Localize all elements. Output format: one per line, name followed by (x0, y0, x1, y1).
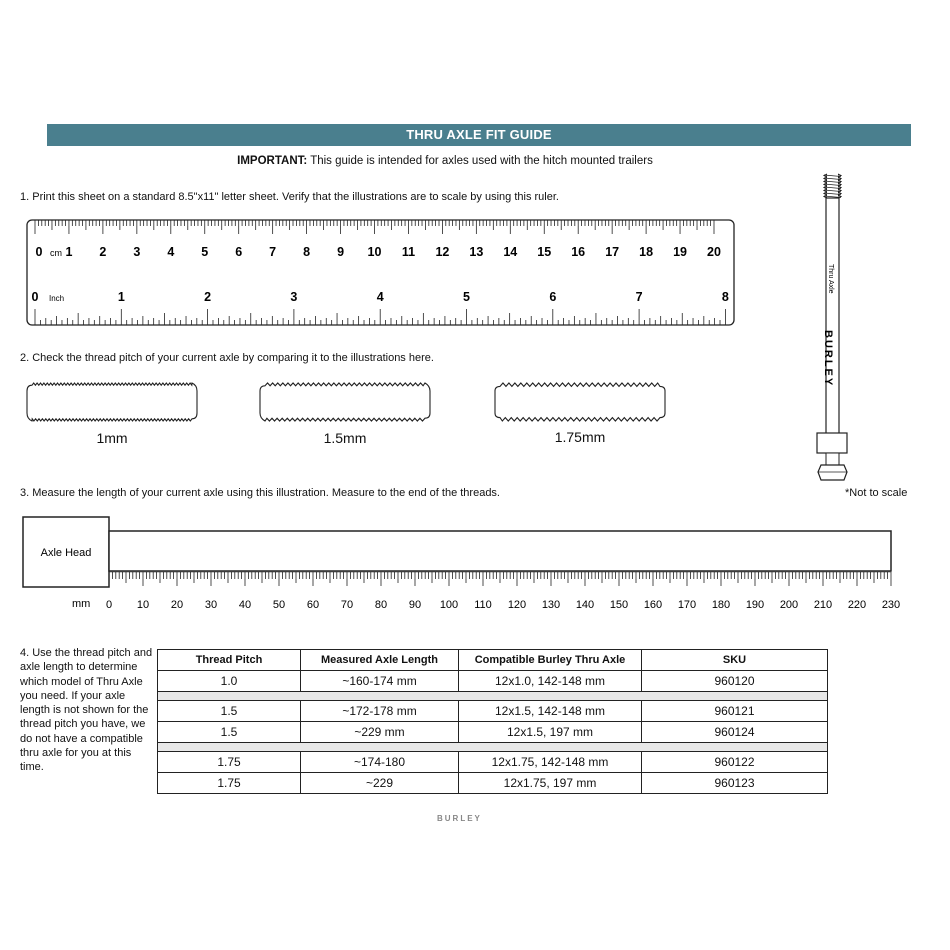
header-compatible-axle: Compatible Burley Thru Axle (459, 650, 642, 671)
length-gauge (20, 514, 900, 614)
cell-axle: 12x1.0, 142-148 mm (459, 671, 642, 692)
cell-length: ~229 (301, 773, 459, 794)
ruler-cm-labels (36, 245, 721, 259)
mm-scale-label: 110 (474, 599, 492, 611)
mm-scale-label: 170 (677, 599, 697, 611)
ruler-inch-label: 8 (721, 290, 729, 304)
ruler-cm-label: 13 (469, 245, 484, 259)
thru-axle-illustration (808, 168, 858, 488)
table-row (158, 671, 828, 692)
cell-axle: 12x1.5, 197 mm (459, 722, 642, 743)
ruler-cm-label: 1 (65, 245, 73, 259)
ruler-inch-label: 4 (376, 290, 384, 304)
thread-label-1-5mm: 1.5mm (323, 430, 367, 446)
axle-side-label: Thru Axle (827, 264, 834, 294)
ruler (26, 219, 736, 327)
ruler-inch-unit: Inch (49, 294, 65, 303)
mm-scale-label: 190 (745, 599, 765, 611)
axle-shaft-bar (109, 531, 891, 571)
axle-hex-head (818, 465, 847, 480)
cell-axle: 12x1.75, 142-148 mm (459, 752, 642, 773)
cell-sku: 960120 (642, 671, 828, 692)
mm-scale-label: 160 (643, 599, 663, 611)
cell-length: ~229 mm (301, 722, 459, 743)
ruler-cm-label: 19 (673, 245, 688, 259)
mm-scale-label: 140 (575, 599, 595, 611)
ruler-cm-label: 20 (707, 245, 721, 259)
important-label: IMPORTANT: (237, 155, 308, 167)
cell-length: ~174-180 (301, 752, 459, 773)
cell-sku: 960123 (642, 773, 828, 794)
ruler-inch-label: 2 (204, 290, 212, 304)
mm-scale-label: 120 (507, 599, 527, 611)
ruler-cm-unit: cm (50, 248, 62, 258)
header-sku: SKU (642, 650, 828, 671)
axle-brand-text: BURLEY (822, 330, 834, 388)
mm-scale-label: 60 (306, 599, 320, 611)
mm-scale-labels (106, 599, 900, 611)
cell-pitch: 1.5 (158, 722, 301, 743)
table-header-row (158, 650, 828, 671)
axle-head-label: Axle Head (40, 547, 92, 559)
ruler-inch-label: 0 (31, 290, 39, 304)
important-text: This guide is intended for axles used with the hitch mounted trailers (307, 155, 653, 167)
ruler-inch-label: 3 (290, 290, 298, 304)
mm-scale-label: 100 (439, 599, 459, 611)
mm-scale-label: 90 (408, 599, 422, 611)
ruler-cm-label: 18 (639, 245, 654, 259)
ruler-cm-label: 9 (337, 245, 345, 259)
mm-scale-label: 20 (170, 599, 184, 611)
page-title: THRU AXLE FIT GUIDE (47, 124, 911, 146)
ruler-cm-label: 17 (605, 245, 620, 259)
mm-scale-label: 220 (847, 599, 867, 611)
header-measured-length: Measured Axle Length (301, 650, 459, 671)
table-row (158, 752, 828, 773)
mm-scale-label: 180 (711, 599, 731, 611)
mm-scale-label: 10 (136, 599, 150, 611)
cell-axle: 12x1.5, 142-148 mm (459, 701, 642, 722)
thread-samples (24, 380, 674, 426)
mm-scale-label: 230 (881, 599, 900, 611)
mm-scale-label: 0 (105, 599, 113, 611)
axle-top-threads (824, 173, 841, 198)
cell-length: ~160-174 mm (301, 671, 459, 692)
axle-neck (826, 453, 839, 465)
ruler-cm-label: 10 (367, 245, 382, 259)
table-row (158, 722, 828, 743)
not-to-scale-note: *Not to scale (845, 487, 908, 499)
ruler-cm-label: 5 (201, 245, 209, 259)
ruler-inch-label: 5 (463, 290, 470, 304)
mm-scale-label: 130 (541, 599, 561, 611)
compatibility-table (157, 649, 828, 794)
mm-scale-label: 50 (272, 599, 286, 611)
ruler-inch-label: 1 (117, 290, 125, 304)
ruler-cm-ticks (35, 220, 714, 234)
ruler-cm-label: 0 (35, 245, 43, 259)
axle-collar (817, 433, 847, 453)
mm-scale-label: 200 (779, 599, 799, 611)
table-row (158, 773, 828, 794)
ruler-inch-label: 6 (549, 290, 557, 304)
thread-sample-1-5mm (260, 383, 430, 421)
cell-sku: 960124 (642, 722, 828, 743)
thread-label-1mm: 1mm (96, 430, 128, 446)
ruler-cm-label: 7 (269, 245, 277, 259)
header-thread-pitch: Thread Pitch (158, 650, 301, 671)
ruler-cm-label: 16 (571, 245, 586, 259)
table-row (158, 701, 828, 722)
mm-scale-label: 40 (238, 599, 252, 611)
ruler-cm-label: 6 (235, 245, 243, 259)
ruler-cm-label: 14 (503, 245, 518, 259)
ruler-cm-label: 3 (133, 245, 141, 259)
table-spacer (158, 743, 828, 752)
step-1-text: 1. Print this sheet on a standard 8.5"x11" letter sheet. Verify that the illustrations are to scale by using this ruler. (20, 191, 559, 203)
cell-pitch: 1.75 (158, 752, 301, 773)
ruler-cm-label: 4 (167, 245, 175, 259)
step-2-text: 2. Check the thread pitch of your current axle by comparing it to the illustrations here. (20, 352, 434, 364)
mm-scale-ticks (109, 572, 891, 586)
mm-scale-label: 70 (340, 599, 354, 611)
step-3-text: 3. Measure the length of your current axle using this illustration. Measure to the end of the threads. (20, 487, 500, 499)
mm-scale-label: 30 (204, 599, 218, 611)
thread-sample-1-75mm (495, 383, 665, 421)
mm-scale-label: 150 (609, 599, 629, 611)
ruler-cm-label: 2 (99, 245, 107, 259)
important-note (0, 155, 890, 167)
cell-pitch: 1.0 (158, 671, 301, 692)
ruler-inch-label: 7 (635, 290, 643, 304)
thread-sample-1mm (27, 383, 197, 421)
step-4-text: 4. Use the thread pitch and axle length to determine which model of Thru Axle you need. If your axle length is not shown for the thread pitch you have, we do not have a compatible thru axle for you at this time. (20, 647, 153, 774)
mm-scale-label: 210 (813, 599, 833, 611)
cell-axle: 12x1.75, 197 mm (459, 773, 642, 794)
cell-pitch: 1.75 (158, 773, 301, 794)
table-spacer (158, 692, 828, 701)
thread-label-1-75mm: 1.75mm (554, 429, 606, 445)
ruler-cm-label: 15 (537, 245, 552, 259)
ruler-cm-label: 11 (401, 245, 416, 259)
mm-scale-label: 80 (374, 599, 388, 611)
cell-length: ~172-178 mm (301, 701, 459, 722)
cell-sku: 960121 (642, 701, 828, 722)
cell-sku: 960122 (642, 752, 828, 773)
mm-unit-label: mm (72, 598, 91, 610)
cell-pitch: 1.5 (158, 701, 301, 722)
ruler-cm-label: 12 (435, 245, 450, 259)
ruler-cm-label: 8 (303, 245, 311, 259)
footer-logo: BURLEY (437, 814, 482, 823)
axle-shaft (826, 198, 839, 440)
